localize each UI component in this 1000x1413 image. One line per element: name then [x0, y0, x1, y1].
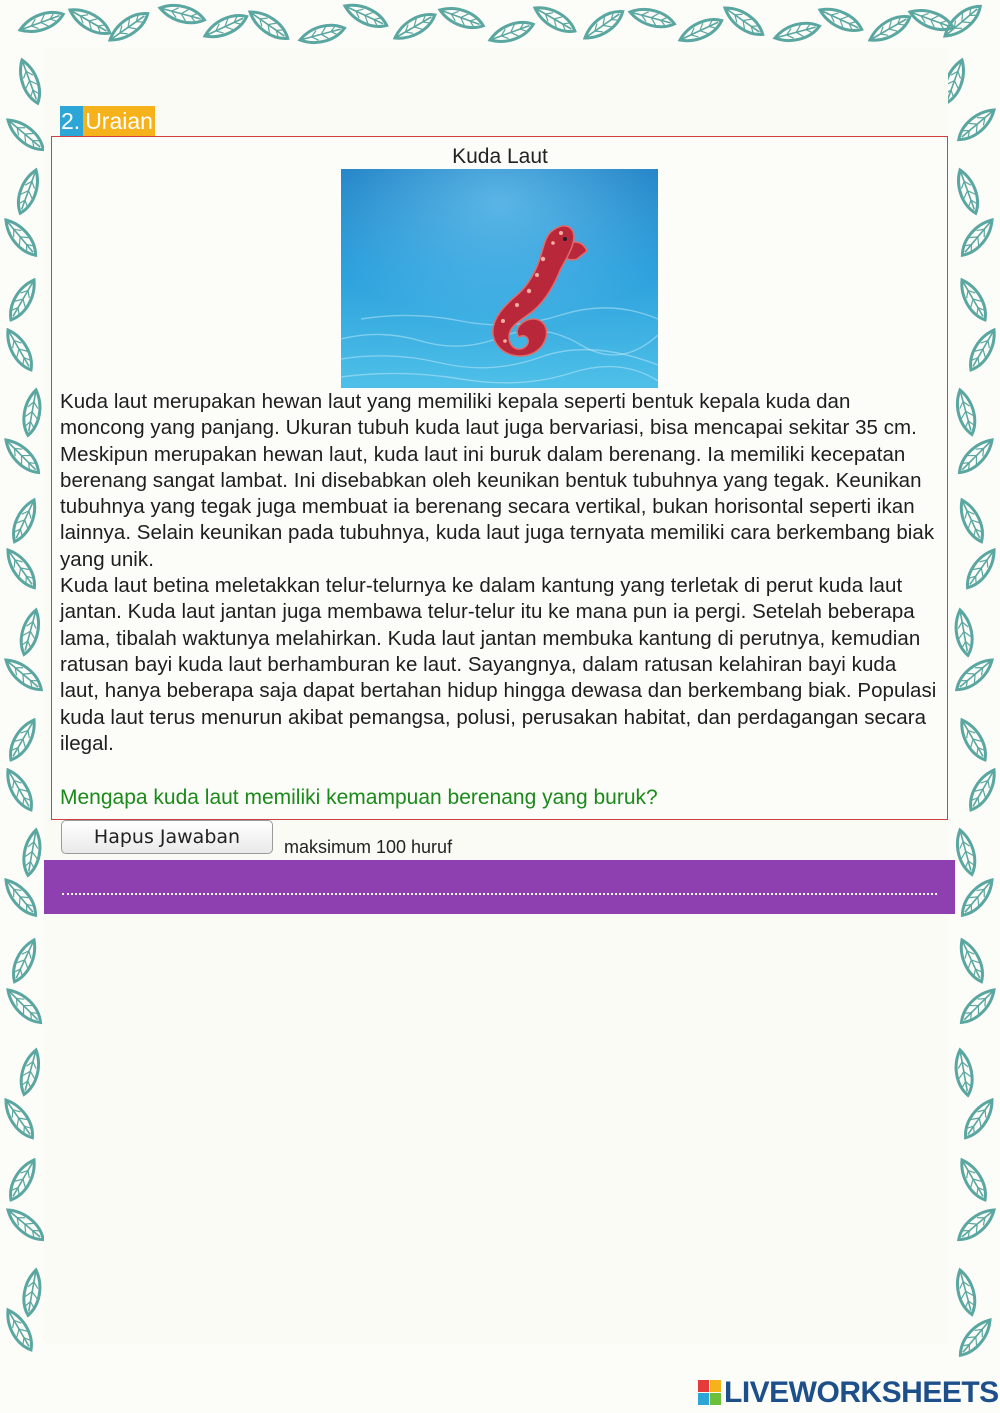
passage-paragraph: Kuda laut betina meletakkan telur-telurnya ke dalam kantung yang terletak di perut kuda laut jantan. Kuda laut jantan juga membawa telur-telur itu ke mana pun ia pergi. Setelah beberapa lama, tibalah waktunya melahirkan. Kuda laut jantan membuka kantung di perutnya, kemudian ratusan bayi kuda laut berhamburan ke laut. Sayangnya, dalam ratusan kelahiran bayi kuda laut, hanya beberapa saja dapat bertahan hidup hingga dewasa dan berkembang biak. Populasi kuda laut terus menurun akibat pemangsa, polusi, perusakan habitat, dan perdagangan secara ilegal.: [60, 574, 937, 755]
question-text: Mengapa kuda laut memiliki kemampuan berenang yang buruk?: [60, 786, 658, 809]
section-title: Uraian: [85, 108, 153, 134]
liveworksheets-logo-icon: [698, 1380, 722, 1406]
passage-body: [60, 389, 940, 757]
section-number: 2.: [60, 106, 83, 136]
passage-paragraph: Kuda laut merupakan hewan laut yang memiliki kepala seperti bentuk kepala kuda dan moncong yang panjang. Ukuran tubuh kuda laut juga bervariasi, bisa mencapai sekitar 35 cm. Meskipun merupakan hewan laut, kuda laut ini buruk dalam berenang. Ia memiliki kecepatan berenang sangat lambat. Ini disebabkan oleh keunikan bentuk tubuhnya yang tegak. Keunikan tubuhnya yang tegak juga membuat ia berenang secara vertikal, bukan horisontal seperti ikan lainnya. Selain keunikan pada tubuhnya, kuda laut juga ternyata memiliki cara berkembang biak yang unik.: [60, 390, 935, 571]
brand-name: LIVEWORKSHEETS: [724, 1376, 999, 1409]
answer-input[interactable]: [44, 860, 955, 914]
passage-title: Kuda Laut: [452, 145, 548, 168]
clear-answer-button[interactable]: Hapus Jawaban: [61, 820, 273, 854]
seahorse-photo: [341, 169, 658, 388]
max-length-note: maksimum 100 huruf: [284, 837, 453, 857]
section-heading: [60, 106, 155, 136]
liveworksheets-logo: [698, 1376, 999, 1410]
answer-text[interactable]: [62, 879, 937, 895]
